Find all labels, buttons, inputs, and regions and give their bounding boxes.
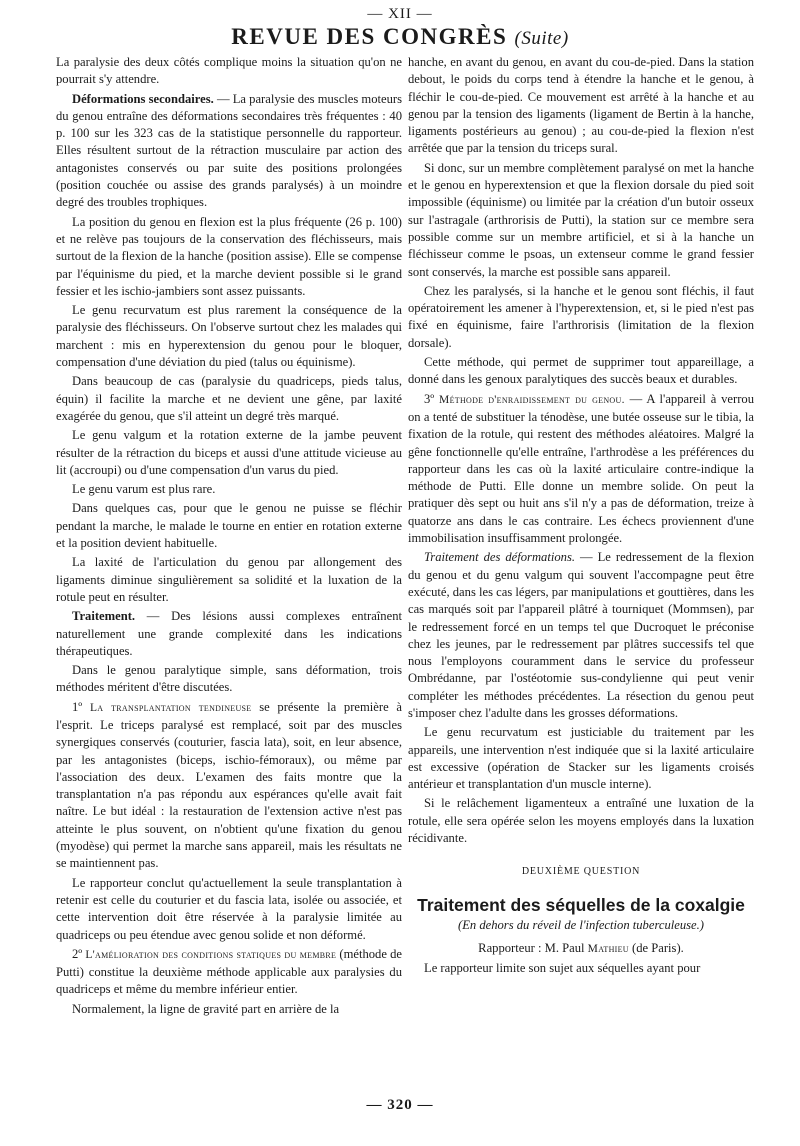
paragraph: Normalement, la ligne de gravité part en arrière de la — [72, 1001, 340, 1016]
paragraph-body: — Le redressement de la flexion du genou et du genu valgum qui souvent l'accompagne peut être exécuté, dans les cas légers, par manipulations et gouttières, dans les cas marqués soit par l'appareil plâtré à tourniquet (Mommsen), par le redressement forcé en un temps tel que Ducroquet le préconise chez les jeunes, par le redressement par plâtres successifs tel que nous l'employons couramment dans le service du professeur Ombrédanne, par l'ostéotomie sus-condylienne qui peut venir compléter les méthodes précédentes. La résection du genou peut s'imposer chez l'adulte dans les grosses déformations. — [408, 550, 754, 720]
method-name: L'amélioration des conditions statiques du membre — [85, 948, 337, 961]
paragraph — [56, 91, 402, 212]
subheading: Déformations secondaires. — [72, 91, 214, 106]
paragraph: La laxité de l'articulation du genou par allongement des ligaments diminue singulièrement sa solidité et la luxation de la rotule peut en résulter. — [56, 555, 402, 604]
paragraph: Cette méthode, qui permet de supprimer tout appareillage, a donné dans les genoux paralytiques des succès beaux et durables. — [408, 355, 754, 387]
paragraph: Le genu recurvatum est justiciable du traitement par les appareils, une intervention n'est indiquée que si la laxité articulaire est excessive (opération de Stacker sur les ligaments croisés antérieur et transplantation d'un muscle interne). — [408, 725, 754, 792]
item-number: 2º — [72, 946, 86, 961]
title-text: REVUE DES CONGRÈS — [231, 24, 508, 49]
roman-page-number: — XII — — [367, 6, 433, 22]
paragraph: hanche, en avant du genou, en avant du cou-de-pied. Dans la station debout, le poids du corps tend à étendre la hanche et le genou, à fléchir le cou-de-pied. Ce mouvement est arrêté à la hanche et au genou par la tension des ligaments (ligament de Bertin à la hanche, ligaments postérieurs au genou) ; au cou-de-pied la flexion n'est arrêtée que par la tension du triceps sural. — [408, 55, 754, 156]
paragraph: Chez les paralysés, si la hanche et le genou sont fléchis, il faut opératoirement les amener à l'hyperextension, et, si le pied n'est pas fixé en équinisme, faire l'arthrorisis (limitation de la flexion dorsale). — [408, 283, 754, 350]
paragraph: Si donc, sur un membre complètement paralysé on met la hanche et le genou en hyperextension et que la flexion dorsale du pied soit impossible (équinisme) ou limitée par la création d'un butoir osseux sur l'astragale (arthrorisis de Putti), la station sur ce membre sera possible comme sur un membre artificiel, et si à la hanche un fléchisseur comme le psoas, un extenseur comme le grand fessier sont conservés, la marche est possible sans appareil. — [408, 160, 754, 279]
paragraph-body: — La paralysie des muscles moteurs du genou entraîne des déformations secondaires très fréquentes : 40 p. 100 sur les 323 cas de la statistique personnelle du rapporteur. Elles résultent surtout de la rétraction musculaire par action des antagonistes conservés ou par suite des positions prolongées (position couchée ou assise des grands paralysés) à un moindre degré des troubles trophiques. — [56, 91, 403, 210]
subheading: Traitement des déformations. — [424, 550, 575, 565]
paragraph: Dans beaucoup de cas (paralysie du quadriceps, pieds talus, équin) il facilite la marche et ne devient une gêne, par laxité exagérée du genou, que s'il atteint un degré très marqué. — [56, 374, 402, 423]
method-name: La transplantation tendineuse — [89, 701, 252, 714]
rapporteur-last-name: Mathieu — [587, 942, 629, 955]
paragraph: Le rapporteur conclut qu'actuellement la seule transplantation à retenir est celle du couturier et du fascia lata, isolée ou associée, et cette intervention doit être réservée à la paralysie limitée au quadriceps ou peu étendue avec genou solide et non déformé. — [56, 875, 402, 942]
paragraph — [56, 699, 402, 873]
paragraph: Le genu valgum et la rotation externe de la jambe peuvent résulter de la rétraction du biceps et aussi d'une attitude vicieuse au lit (accroupi) ou d'une compensation d'un varus du pied. — [56, 428, 402, 477]
paragraph — [56, 946, 402, 999]
paragraph: Dans quelques cas, pour que le genou ne puisse se fléchir pendant la marche, le malade le tourne en entier en rotation externe et la position devient habituelle. — [56, 501, 402, 551]
item-number: 1º — [72, 699, 90, 714]
paragraph: Dans le genou paralytique simple, sans déformation, trois méthodes méritent d'être discutées. — [56, 663, 402, 695]
item-number: 3º — [424, 391, 440, 406]
paragraph-body: — A l'appareil à verrou on a tenté de substituer la ténodèse, une butée osseuse sur le tibia, la fixation de la rotule, qui restent des méthodes aléatoires. Malgré la gêne fonctionnelle qu'elle entraîne, l'arthrodèse a les préférences du rapporteur dans les cas où la laxité articulaire contre-indique la méthode de Putti. Elle donne un membre solide. On peut la pratiquer dès sept ou huit ans s'il n'y a pas de déformation, treize à quatorze ans dans le cas contraire. Les échecs proviennent d'une immobilisation insuffisamment prolongée. — [408, 391, 754, 546]
paragraph-body: (méthode de Putti) constitue la deuxième méthode applicable aux paralysies du quadriceps et même du membre inférieur entier. — [56, 946, 402, 997]
paragraph-body: — Des lésions aussi complexes entraînent naturellement une grande complexité dans les indications thérapeutiques. — [56, 609, 402, 658]
rapporteur-city: (de Paris). — [628, 940, 684, 955]
page-folio: — 320 — — [366, 1097, 434, 1113]
question-label: DEUXIÈME QUESTION — [521, 866, 641, 878]
paragraph: Si le relâchement ligamenteux a entraîné une luxation de la rotule, elle sera opérée selon les moyens employés dans la luxation récidivante. — [408, 796, 754, 846]
paragraph — [408, 549, 754, 722]
paragraph: La position du genou en flexion est la plus fréquente (26 p. 100) et ne relève pas toujours de la conservation des fléchisseurs, mais surtout de la flexion de la hanche (position assise). Elle se compense par l'équinisme du pied, et la marche devient possible si le grand fessier et les ischio-jambiers sont assez puissants. — [56, 214, 402, 298]
paragraph-body: se présente la première à l'esprit. Le triceps paralysé est remplacé, soit par des muscles synergiques conservés (couturier, fascia lata), soit, en leur absence, par les antagonistes (biceps, ischio-fémoraux), ou même par l'association des deux. L'examen des faits montre que la transplantation n'a pas répondu aux espérances qu'elle avait fait naître. Le but idéal : la restauration de l'extension active n'est pas atteinte le plus souvent, on n'obtient qu'une fixation du genou (myodèse) qui permet la marche sans appareil, mais les résultats ne se maintiennent pas. — [56, 699, 402, 871]
rapporteur-line — [408, 940, 754, 958]
right-column — [408, 54, 754, 980]
paragraph: Le genu varum est plus rare. — [72, 482, 216, 497]
method-name: Méthode d'enraidissement du genou. — [439, 393, 625, 406]
title-suite: (Suite) — [514, 28, 569, 49]
paragraph — [56, 608, 402, 660]
section-subtitle: (En dehors du réveil de l'infection tuberculeuse.) — [458, 917, 704, 932]
subheading: Traitement. — [72, 609, 136, 624]
rapporteur-label: Rapporteur : M. — [478, 940, 563, 955]
paragraph: Le rapporteur limite son sujet aux séquelles ayant pour — [424, 961, 701, 976]
paragraph: La paralysie des deux côtés complique moins la situation qu'on ne pourrait s'y attendre. — [56, 55, 402, 87]
paragraph: Le genu recurvatum est plus rarement la conséquence de la paralysie des fléchisseurs. On l'observe surtout chez les malades qui marchent : mis en hyperextension du genou pour le bloquer, compensation d'une déviation du pied (talus ou équinisme). — [56, 303, 402, 370]
section-title: Traitement des séquelles de la coxalgie — [417, 894, 745, 915]
left-column — [56, 54, 402, 1020]
paragraph — [408, 391, 754, 548]
page-title — [0, 24, 800, 50]
rapporteur-first-name: Paul — [562, 940, 588, 955]
